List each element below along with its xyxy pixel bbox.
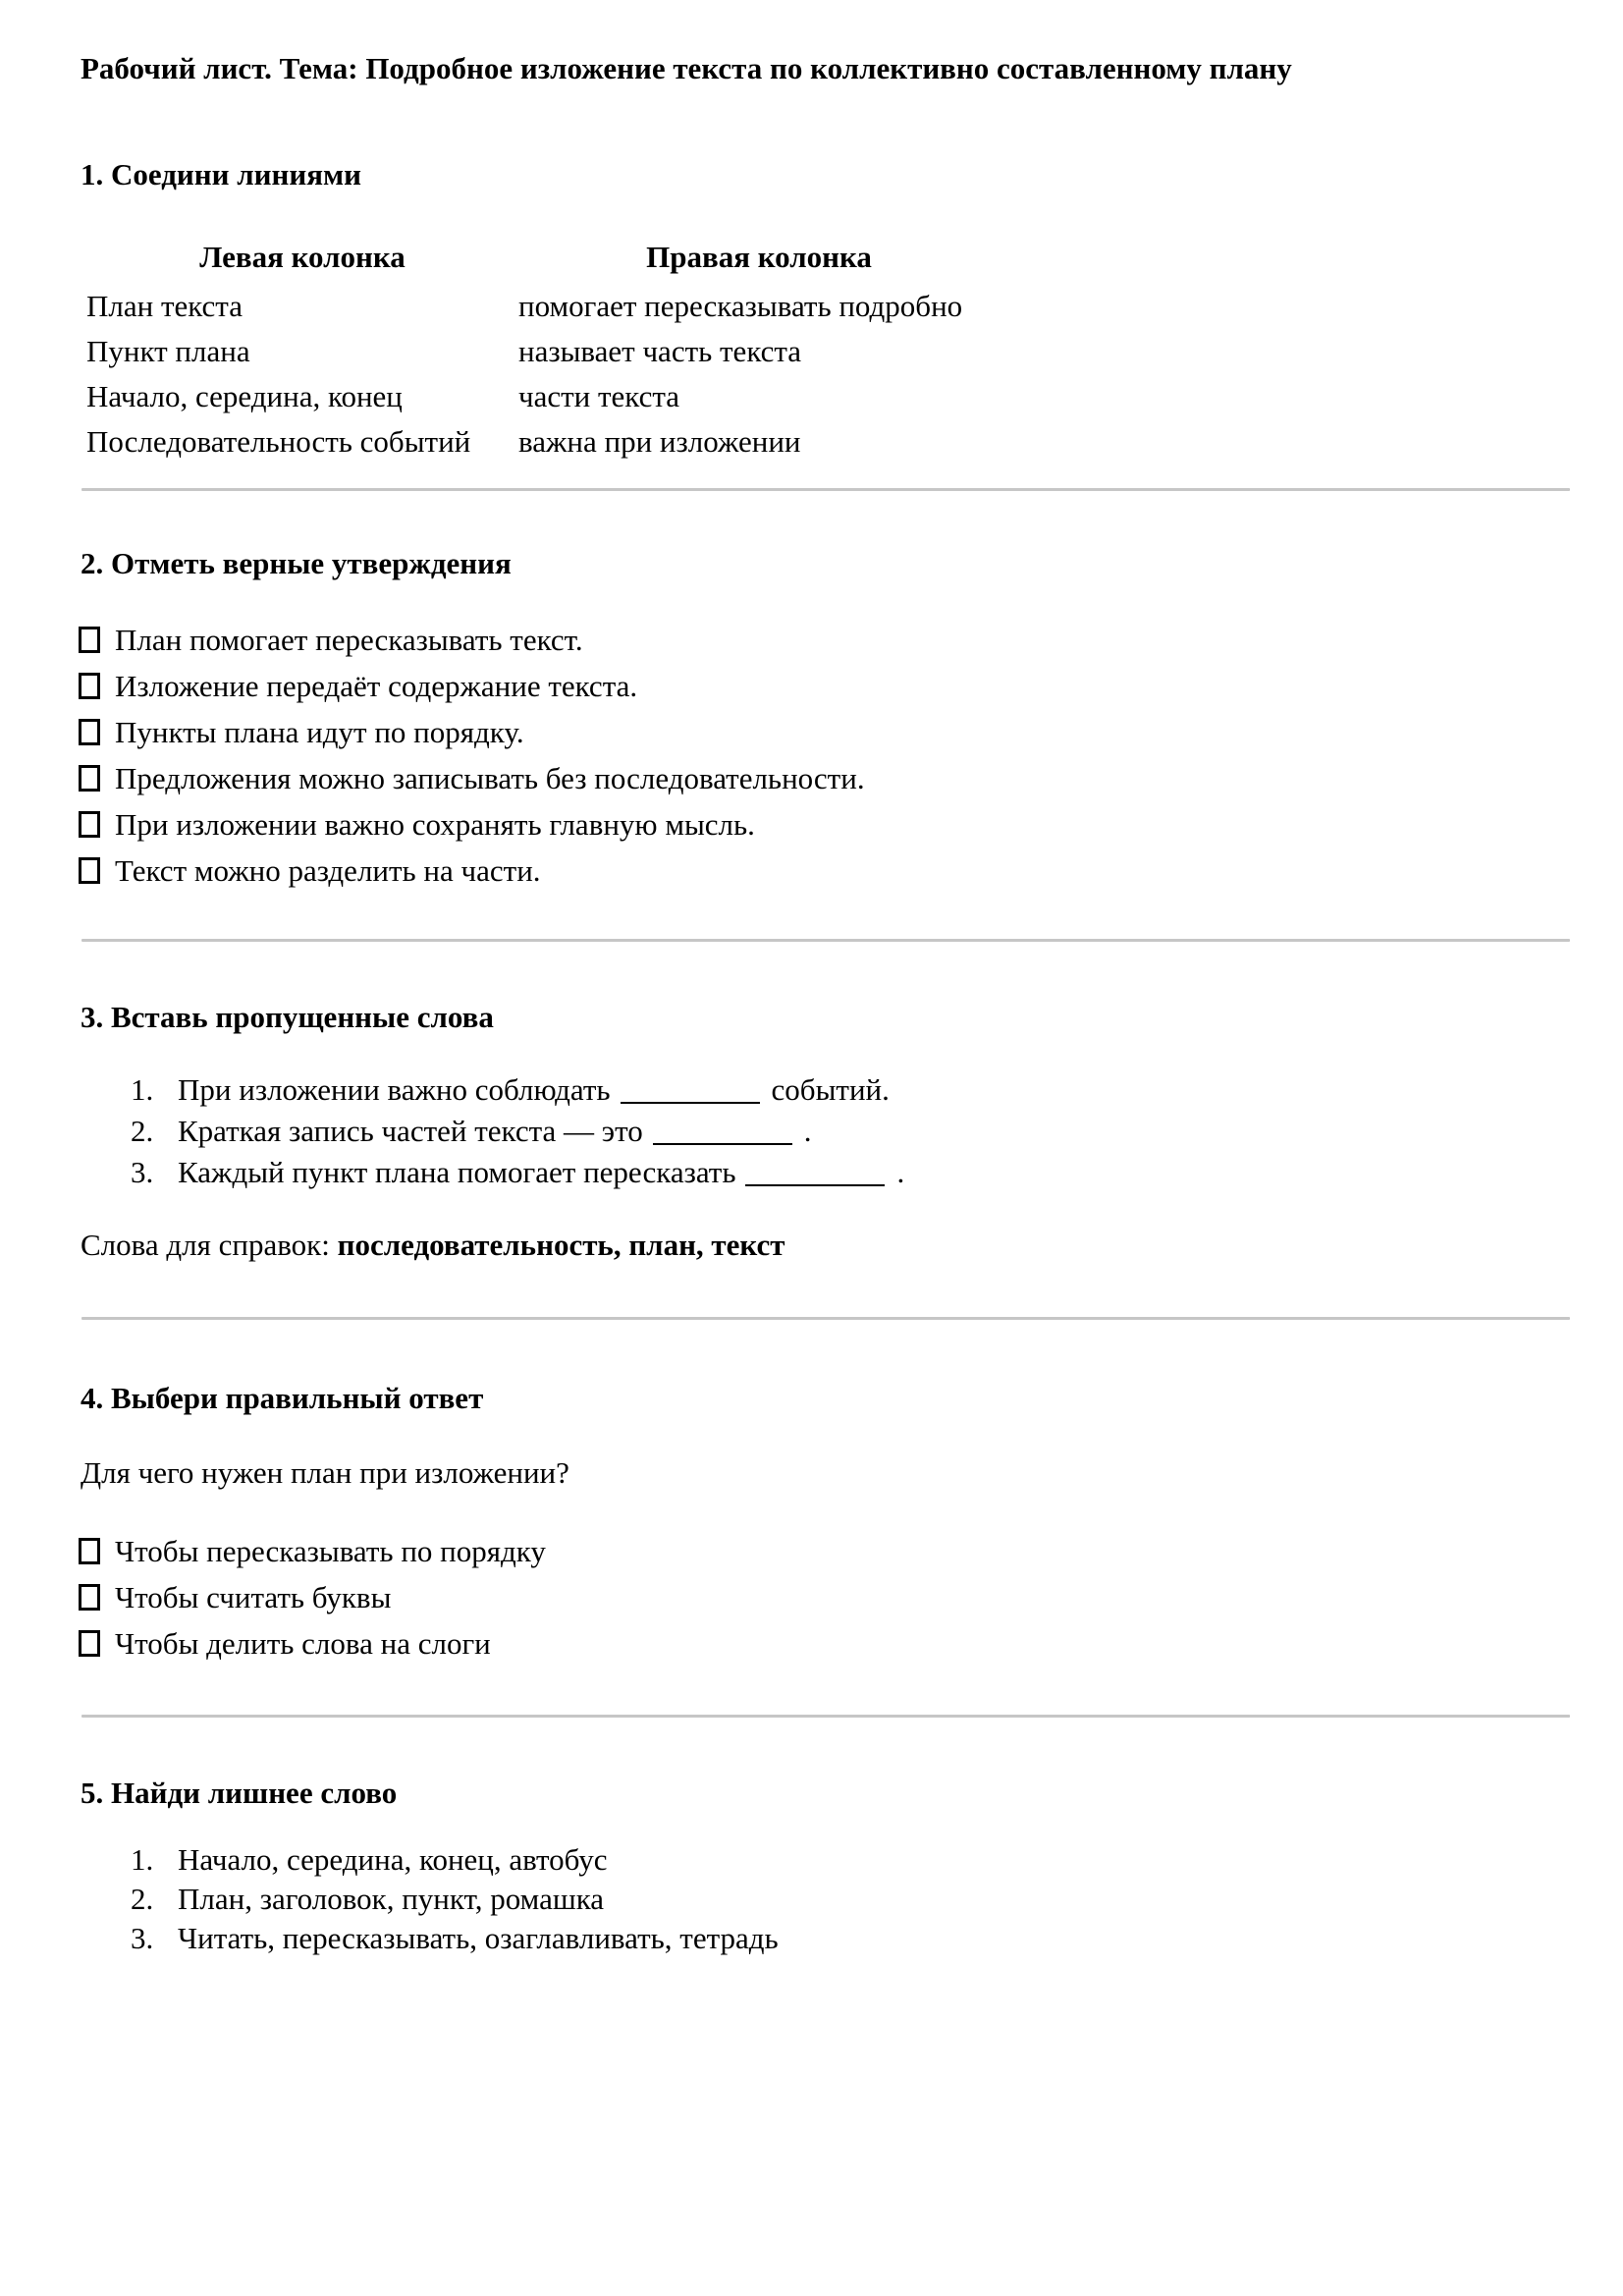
- options-checkbox-list: [79, 1528, 546, 1667]
- checkbox[interactable]: [79, 1538, 100, 1564]
- item-number: 3.: [131, 1155, 154, 1189]
- checkbox-label: Изложение передаёт содержание текста.: [115, 668, 638, 703]
- table-row: [86, 379, 1000, 424]
- odd-word-text: Начало, середина, конец, автобус: [178, 1842, 608, 1877]
- checkbox-label: Текст можно разделить на части.: [115, 852, 541, 888]
- answer-blank: [745, 1184, 885, 1186]
- list-item: [79, 801, 865, 847]
- item-number: 1.: [131, 1842, 154, 1877]
- section-1-heading: 1. Соедини линиями: [81, 157, 361, 191]
- fill-text-before: Каждый пункт плана помогает пересказать: [178, 1155, 736, 1189]
- statements-checkbox-list: [79, 617, 865, 894]
- list-item: [79, 1528, 546, 1574]
- fill-text-after: .: [896, 1155, 905, 1189]
- match-right-item: части текста: [518, 379, 680, 413]
- checkbox[interactable]: [79, 857, 100, 884]
- answer-blank: [621, 1102, 760, 1104]
- section-4-heading: 4. Выбери правильный ответ: [81, 1381, 484, 1415]
- list-item: [79, 1620, 546, 1667]
- matching-table-header-row: [86, 240, 1000, 289]
- checkbox[interactable]: [79, 765, 100, 792]
- match-right-item: помогает пересказывать подробно: [518, 289, 963, 323]
- checkbox[interactable]: [79, 1630, 100, 1657]
- list-item: [79, 709, 865, 755]
- checkbox[interactable]: [79, 1584, 100, 1611]
- checkbox[interactable]: [79, 719, 100, 745]
- page-title: Рабочий лист. Тема: Подробное изложение текста по коллективно составленному плану: [81, 51, 1292, 85]
- checkbox-label: При изложении важно сохранять главную мысль.: [115, 806, 755, 842]
- odd-word-text: План, заголовок, пункт, ромашка: [178, 1882, 605, 1916]
- answer-blank: [653, 1143, 792, 1145]
- fill-in-list: [0, 1072, 904, 1196]
- list-item: [79, 755, 865, 801]
- fill-text-after: .: [803, 1114, 812, 1148]
- section-5-heading: 5. Найди лишнее слово: [81, 1776, 398, 1810]
- column-header-left: Левая колонка: [199, 240, 406, 274]
- checkbox[interactable]: [79, 673, 100, 699]
- checkbox-label: Предложения можно записывать без последовательности.: [115, 760, 865, 795]
- fill-text-after: событий.: [771, 1072, 890, 1107]
- fill-item: [0, 1072, 904, 1114]
- option-label: Чтобы делить слова на слоги: [115, 1625, 491, 1661]
- match-right-item: важна при изложении: [518, 424, 801, 459]
- fill-item: [0, 1114, 904, 1155]
- question-text: Для чего нужен план при изложении?: [81, 1455, 569, 1490]
- list-item: [79, 617, 865, 663]
- checkbox-label: Пункты плана идут по порядку.: [115, 714, 524, 749]
- column-header-right: Правая колонка: [646, 240, 872, 274]
- section-divider: [81, 488, 1570, 491]
- list-item: [0, 1921, 779, 1960]
- table-row: [86, 334, 1000, 379]
- option-label: Чтобы пересказывать по порядку: [115, 1533, 546, 1568]
- list-item: [79, 663, 865, 709]
- odd-word-list: [0, 1842, 779, 1960]
- item-number: 2.: [131, 1882, 154, 1916]
- match-left-item: Последовательность событий: [86, 424, 471, 459]
- checkbox[interactable]: [79, 627, 100, 653]
- fill-text-before: При изложении важно соблюдать: [178, 1072, 611, 1107]
- item-number: 1.: [131, 1072, 154, 1107]
- list-item: [0, 1882, 779, 1921]
- match-left-item: Начало, середина, конец: [86, 379, 403, 413]
- reference-words-line: [81, 1228, 785, 1263]
- option-label: Чтобы считать буквы: [115, 1579, 392, 1614]
- table-row: [86, 289, 1000, 334]
- section-2-heading: 2. Отметь верные утверждения: [81, 546, 512, 580]
- list-item: [79, 847, 865, 894]
- list-item: [0, 1842, 779, 1882]
- table-row: [86, 424, 1000, 469]
- item-number: 2.: [131, 1114, 154, 1148]
- fill-text-before: Краткая запись частей текста — это: [178, 1114, 643, 1148]
- match-right-item: называет часть текста: [518, 334, 802, 368]
- hint-words: последовательность, план, текст: [337, 1228, 785, 1262]
- match-left-item: План текста: [86, 289, 243, 323]
- hint-label: Слова для справок:: [81, 1228, 330, 1262]
- fill-item: [0, 1155, 904, 1196]
- section-divider: [81, 1715, 1570, 1718]
- list-item: [79, 1574, 546, 1620]
- checkbox[interactable]: [79, 811, 100, 838]
- item-number: 3.: [131, 1921, 154, 1955]
- section-3-heading: 3. Вставь пропущенные слова: [81, 1000, 494, 1034]
- checkbox-label: План помогает пересказывать текст.: [115, 622, 583, 657]
- matching-table: [86, 240, 1000, 469]
- match-left-item: Пункт плана: [86, 334, 250, 368]
- section-divider: [81, 1317, 1570, 1320]
- odd-word-text: Читать, пересказывать, озаглавливать, тетрадь: [178, 1921, 779, 1955]
- section-divider: [81, 939, 1570, 942]
